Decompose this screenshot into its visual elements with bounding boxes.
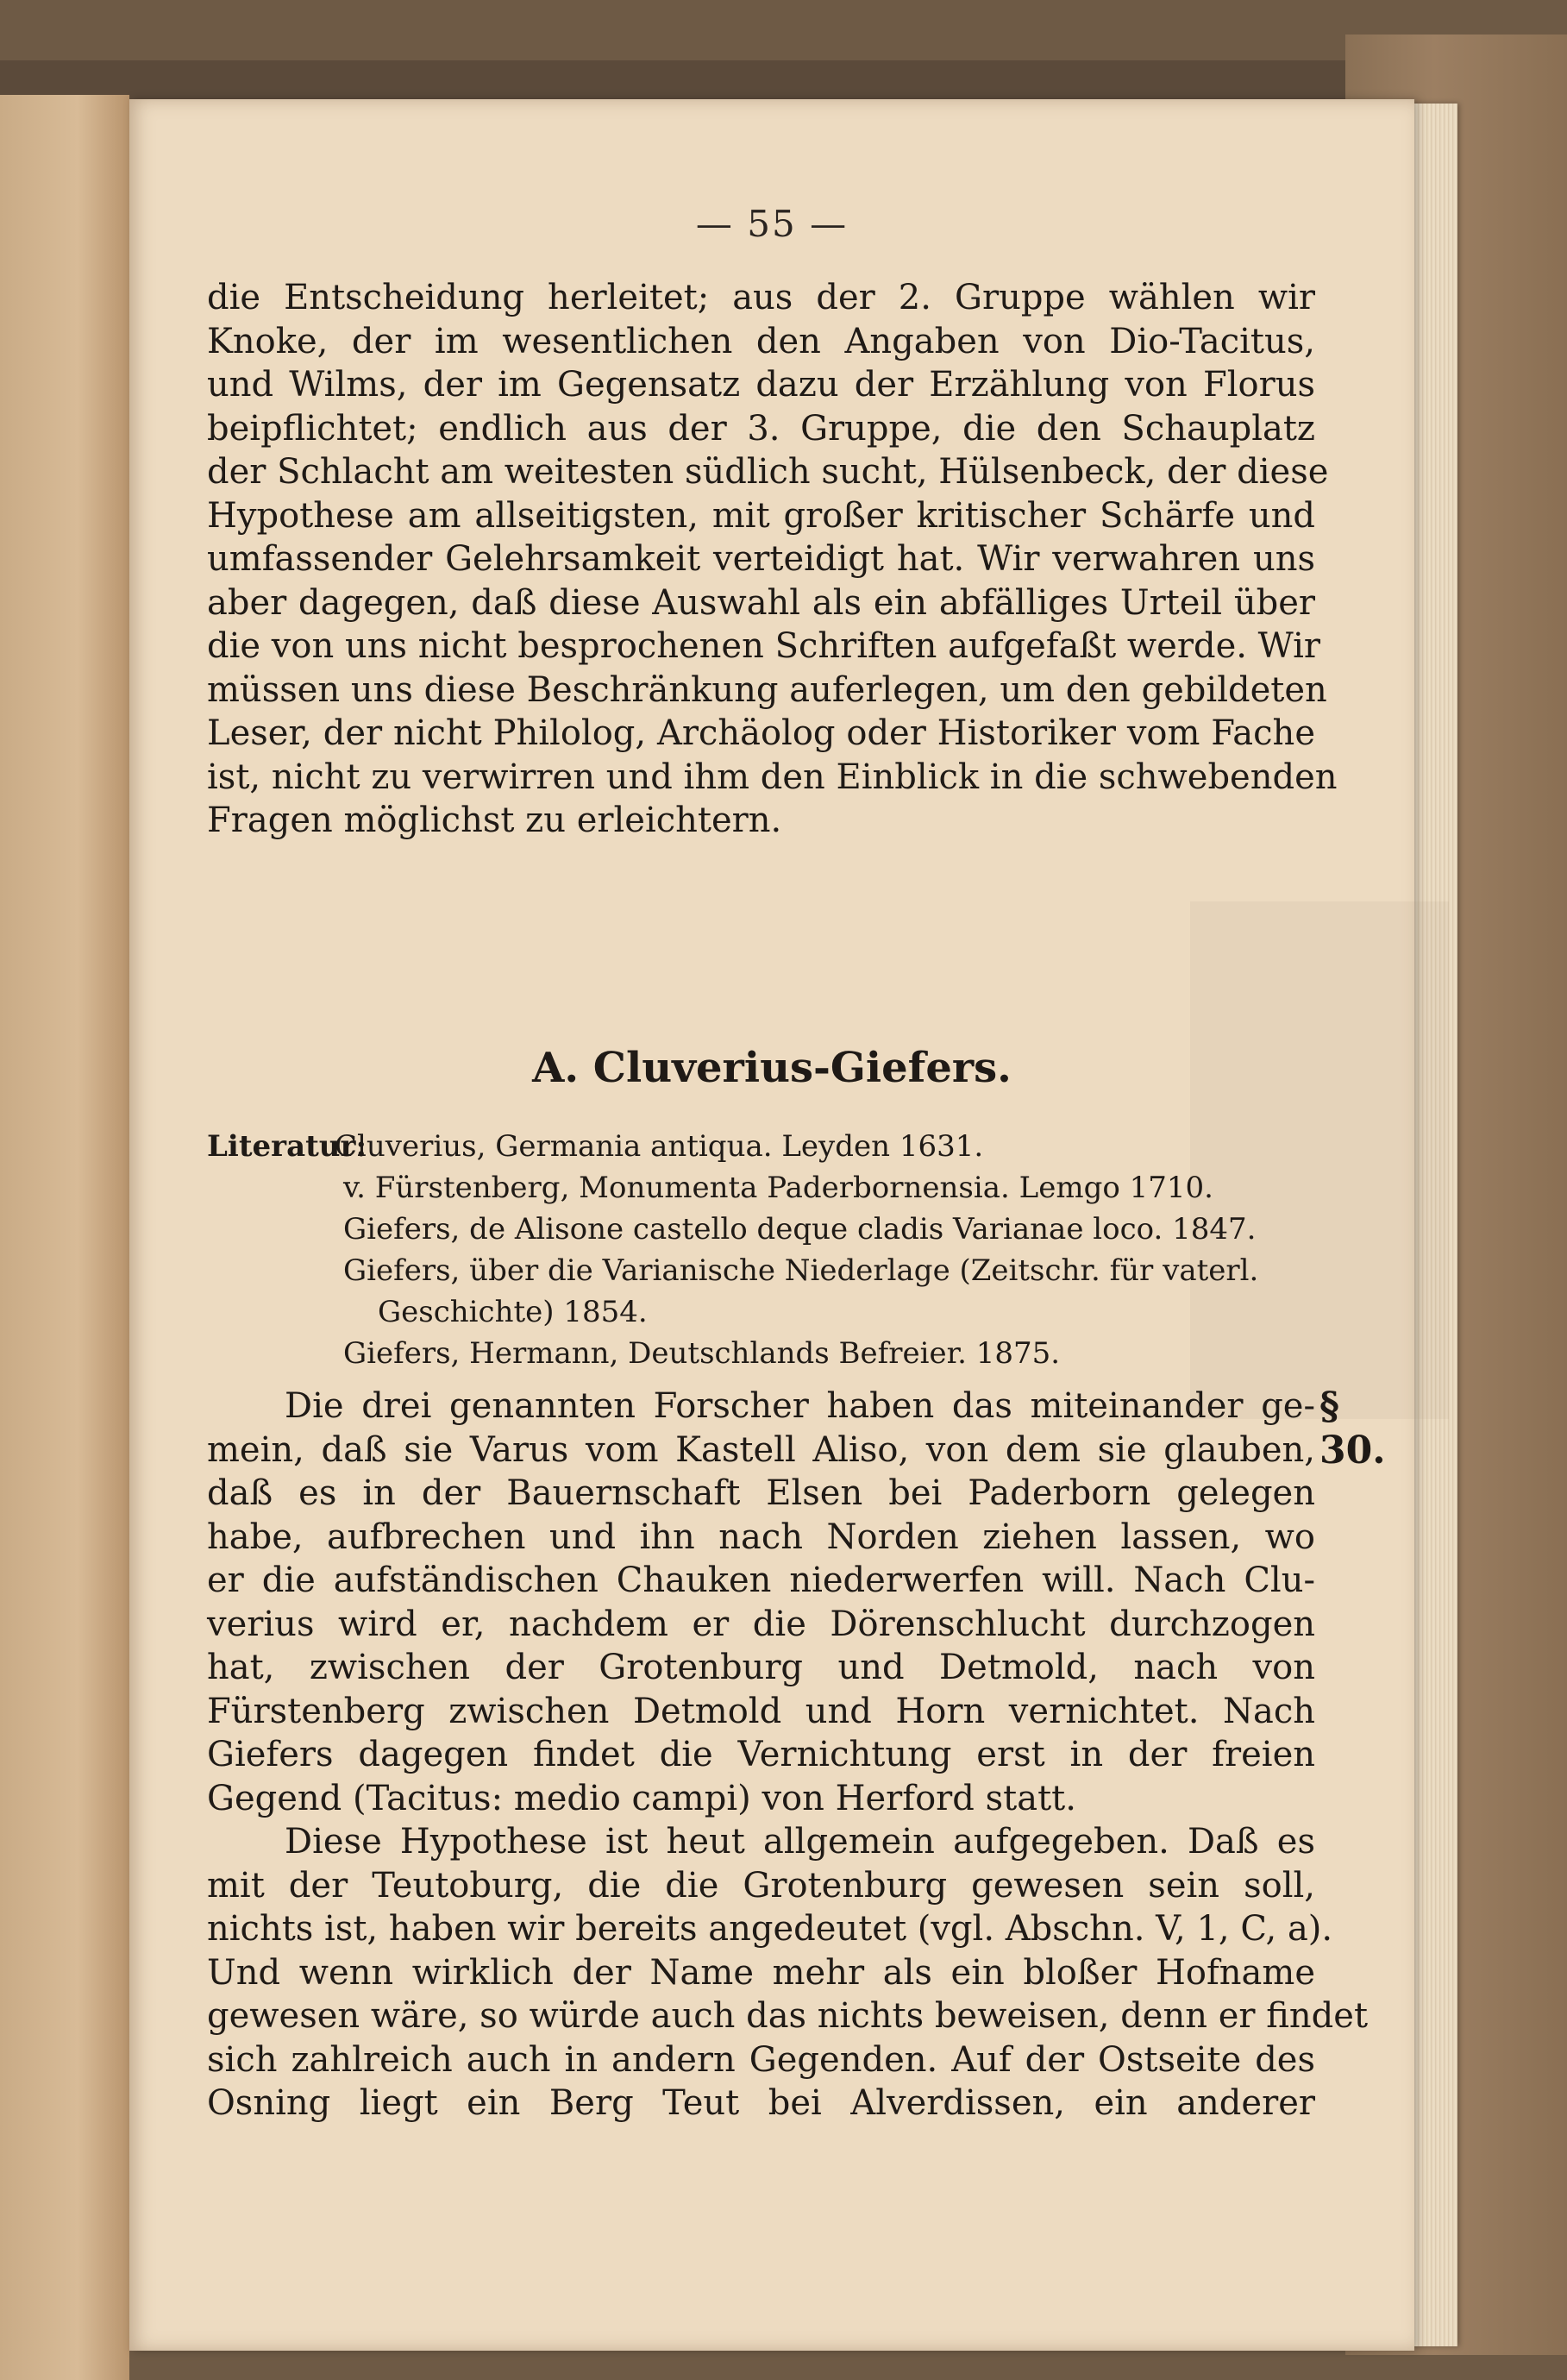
text-line: ist, nicht zu verwirren und ihm den Einblick in die schwebenden [207,757,1338,797]
paragraph-1 [207,276,1338,843]
literature-label: Literatur: [207,1129,367,1164]
text-line: aber dagegen, daß diese Auswahl als ein abfälliges Urteil über [207,582,1315,623]
text-line: die von uns nicht besprochenen Schriften aufgefaßt werde. Wir [207,626,1320,666]
text-line: hat, zwischen der Grotenburg und Detmold, nach von [207,1648,1315,1687]
text-line: Hypothese am allseitigsten, mit großer kritischer Schärfe und [207,495,1315,536]
text-line: mit der Teutoburg, die die Grotenburg gewesen sein soll, [207,1865,1315,1906]
text-line: die Entscheidung herleitet; aus der 2. Gruppe wählen wir [207,278,1315,317]
text-line: der Schlacht am weitesten südlich sucht, Hülsenbeck, der diese [207,452,1329,492]
text-line: Gegend (Tacitus: medio campi) von Herford statt. [207,1778,1076,1818]
book-cover-top [0,60,1567,99]
literature-entry: Cluverius, Germania antiqua. Leyden 1631. [335,1129,984,1164]
text-line: Fürstenberg zwischen Detmold und Horn vernichtet. Nach [207,1691,1315,1731]
literature-entry: v. Fürstenberg, Monumenta Paderbornensia. Lemgo 1710. [343,1171,1213,1205]
text-line: Knoke, der im wesentlichen den Angaben von Dio-Tacitus, [207,321,1315,361]
paragraph-3 [207,1820,1369,2126]
text-line: habe, aufbrechen und ihn nach Norden ziehen lassen, wo [207,1517,1315,1557]
text-line: nichts ist, haben wir bereits angedeutet (vgl. Abschn. V, 1, C, a). [207,1909,1333,1949]
text-line: gewesen wäre, so würde auch das nichts beweisen, denn er findet [207,1996,1369,2036]
literature-list [207,1126,1328,1374]
text-line: Giefers dagegen findet die Vernichtung erst in der freien [207,1735,1315,1774]
text-line: Und wenn wirklich der Name mehr als ein bloßer Hofname [207,1952,1315,1993]
text-line: daß es in der Bauernschaft Elsen bei Paderborn gelegen [207,1473,1315,1513]
text-line: mein, daß sie Varus vom Kastell Aliso, von dem sie glauben, [207,1429,1315,1470]
text-line: Leser, der nicht Philolog, Archäolog oder Historiker vom Fache [207,713,1315,753]
section-heading: A. Cluverius-Giefers. [532,1044,1012,1092]
literature-entry: Giefers, de Alisone castello deque cladis Varianae loco. 1847. [343,1212,1257,1247]
paragraph-2 [207,1385,1315,1820]
margin-section-number: § 30. [1319,1385,1386,1473]
literature-entry: Giefers, Hermann, Deutschlands Befreier. 1875. [343,1336,1061,1371]
text-line: verius wird er, nachdem er die Dörenschlucht durchzogen [207,1604,1315,1644]
page-number: — 55 — [695,203,849,245]
literature-entry: Giefers, über die Varianische Niederlage (Zeitschr. für vaterl. [343,1253,1259,1288]
book-page [129,99,1414,2351]
text-line: er die aufständischen Chauken niederwerfen will. Nach Clu- [207,1561,1315,1600]
text-line: Diese Hypothese ist heut allgemein aufgegeben. Daß es [285,1822,1315,1862]
text-line: umfassender Gelehrsamkeit verteidigt hat. Wir verwahren uns [207,539,1315,579]
text-line: müssen uns diese Beschränkung auferlegen, um den gebildeten [207,669,1327,710]
text-line: Die drei genannten Forscher haben das miteinander ge- [285,1386,1315,1426]
previous-page-edge [0,95,129,2380]
text-line: Osning liegt ein Berg Teut bei Alverdissen, ein anderer [207,2083,1315,2123]
text-line: sich zahlreich auch in andern Gegenden. Auf der Ostseite des [207,2039,1315,2080]
text-line: Fragen möglichst zu erleichtern. [207,801,782,840]
text-line: beipflichtet; endlich aus der 3. Gruppe, die den Schauplatz [207,408,1315,449]
text-line: und Wilms, der im Gegensatz dazu der Erzählung von Florus [207,365,1315,405]
literature-entry: Geschichte) 1854. [378,1295,648,1329]
